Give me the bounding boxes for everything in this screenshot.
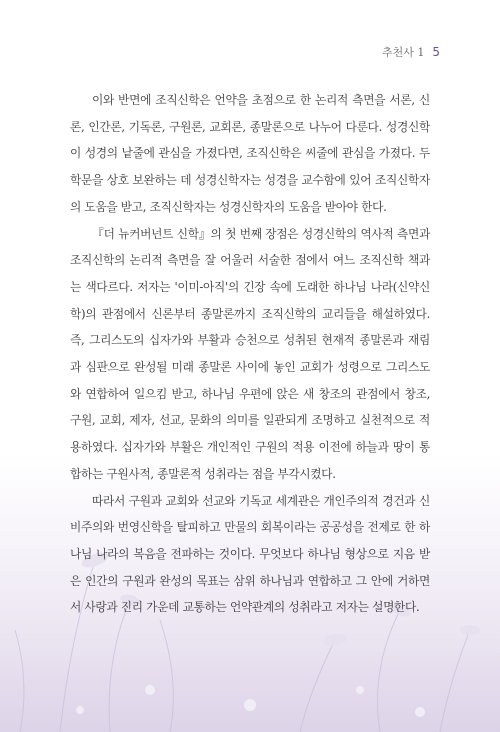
running-header	[382, 44, 440, 60]
section-title: 추천사 1	[381, 46, 425, 59]
page-number: 5	[432, 45, 440, 59]
body-text	[70, 87, 430, 621]
paragraph: 『더 뉴커버넌트 신학』의 첫 번째 장점은 성경신학의 역사적 측면과 조직신학의 논리적 측면을 잘 어울러 서술한 점에서 여느 조직신학 책과는 색다르다. 저자는 '이미-아직'의 긴장 속에 도래한 하나님 나라(신약신학)의 관점에서 신론부터 종말론까지 조직신학의 교리들을 해설하였다. 즉, 그리스도의 십자가와 부활과 승천으로 성취된 현재적 종말론과 재림과 심판으로 완성될 미래 종말론 사이에 놓인 교회가 성령으로 그리스도와 연합하여 일으킴 받고, 하나님 우편에 앉은 새 창조의 관점에서 창조, 구원, 교회, 제자, 선교, 문화의 의미를 일관되게 조명하고 실천적으로 적용하였다. 십자가와 부활은 개인적인 구원의 적용 이전에 하늘과 땅이 통합하는 구원사적, 종말론적 성취라는 점을 부각시켰다.	[70, 226, 430, 481]
paragraph: 따라서 구원과 교회와 선교와 기독교 세계관은 개인주의적 경건과 신비주의와 번영신학을 탈피하고 만물의 회복이라는 공공성을 전제로 한 하나님 나라의 복음을 전파하는 것이다. 무엇보다 하나님 형상으로 지음 받은 인간의 구원과 완성의 목표는 삼위 하나님과 연합하고 그 안에 거하면서 사랑과 진리 가운데 교통하는 언약관계의 성취라고 저자는 설명한다.	[70, 493, 430, 615]
paragraph: 이와 반면에 조직신학은 언약을 초점으로 한 논리적 측면을 서론, 신론, 인간론, 기독론, 구원론, 교회론, 종말론으로 나누어 다룬다. 성경신학이 성경의 낱줄에 관심을 가졌다면, 조직신학은 씨줄에 관심을 가졌다. 두 학문을 상호 보완하는 데 성경신학자는 성경을 교수함에 있어 조직신학자의 도움을 받고, 조직신학자는 성경신학자의 도움을 받아야 한다.	[70, 93, 430, 214]
